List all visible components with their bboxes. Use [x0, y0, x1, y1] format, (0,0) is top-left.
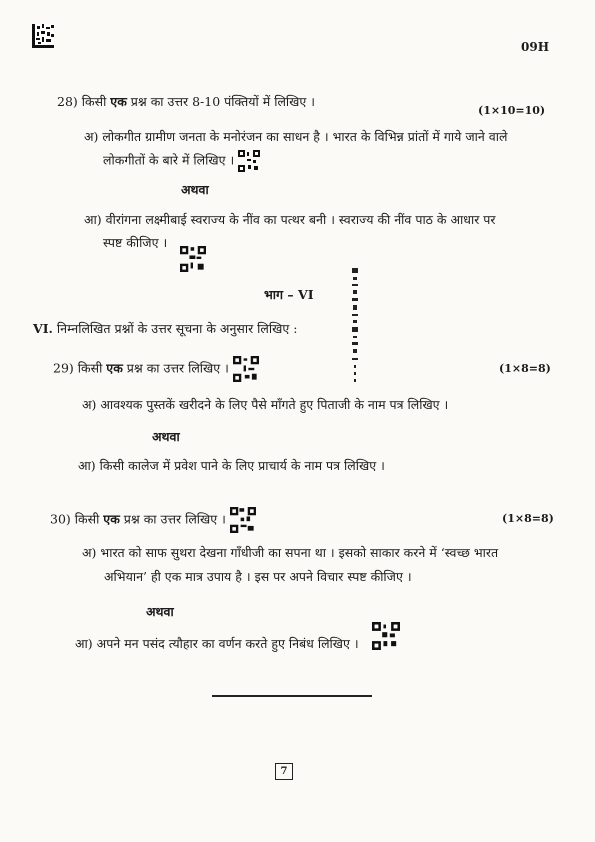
q28-option-a: अ) लोकगीत ग्रामीण जनता के मनोरंजन का साधन है । भारत के विभिन्न प्रांतों में गाये जाने वाले: [84, 129, 508, 144]
section-instruction: VI. निम्नलिखित प्रश्नों के उत्तर सूचना के अनुसार लिखिए :: [33, 321, 298, 336]
q30-option-a: अ) भारत को साफ सुथरा देखना गाँधीजी का सपना था । इसको साकार करने में ‘स्वच्छ भारत: [82, 545, 499, 560]
q29-number: 29): [53, 360, 74, 376]
q29-instruction: 29) किसी एक प्रश्न का उत्तर लिखिए ।: [53, 356, 259, 382]
q28-or: अथवा: [181, 182, 209, 197]
q29-option-a: अ) आवश्यक पुस्तकें खरीदने के लिए पैसे माँगते हुए पिताजी के नाम पत्र लिखिए ।: [82, 397, 449, 412]
q30-number: 30): [50, 511, 71, 527]
q30-option-b: आ) अपने मन पसंद त्यौहार का वर्णन करते हुए निबंध लिखिए ।: [75, 636, 359, 651]
qr-code-icon: [238, 150, 260, 172]
q30-or: अथवा: [146, 604, 174, 619]
qr-code-icon: [230, 507, 256, 533]
vertical-barcode-icon: [350, 268, 360, 384]
paper-code: 09H: [521, 40, 550, 54]
datamatrix-barcode-icon: [32, 24, 54, 48]
q28-option-b-line2: स्पष्ट कीजिए ।: [103, 235, 168, 250]
qr-code-icon: [372, 622, 400, 650]
page-number: 7: [275, 763, 293, 780]
q30-marks: (1×8=8): [502, 512, 554, 525]
q29-or: अथवा: [152, 429, 180, 444]
end-of-paper-divider: [212, 695, 372, 697]
q30-option-a-line2: अभियान’ ही एक मात्र उपाय है । इस पर अपने विचार स्पष्ट कीजिए ।: [104, 569, 412, 584]
q28-option-b: आ) वीरांगना लक्ष्मीबाई स्वराज्य के नींव का पत्थर बनी । स्वराज्य की नींव पाठ के आधार पर: [84, 212, 496, 227]
q29-marks: (1×8=8): [499, 362, 551, 375]
qr-code-icon: [180, 246, 206, 272]
qr-code-icon: [233, 356, 259, 382]
q28-instruction: 28) किसी एक प्रश्न का उत्तर 8-10 पंक्तियों में लिखिए ।: [57, 94, 316, 109]
section-title: भाग – VI: [264, 287, 314, 302]
q28-marks: (1×10=10): [478, 104, 546, 117]
q30-instruction: 30) किसी एक प्रश्न का उत्तर लिखिए ।: [50, 507, 256, 533]
q28-number: 28): [57, 94, 78, 109]
q29-option-b: आ) किसी कालेज में प्रवेश पाने के लिए प्राचार्य के नाम पत्र लिखिए ।: [78, 458, 385, 473]
q28-option-a-line2: लोकगीतों के बारे में लिखिए ।: [103, 150, 260, 172]
